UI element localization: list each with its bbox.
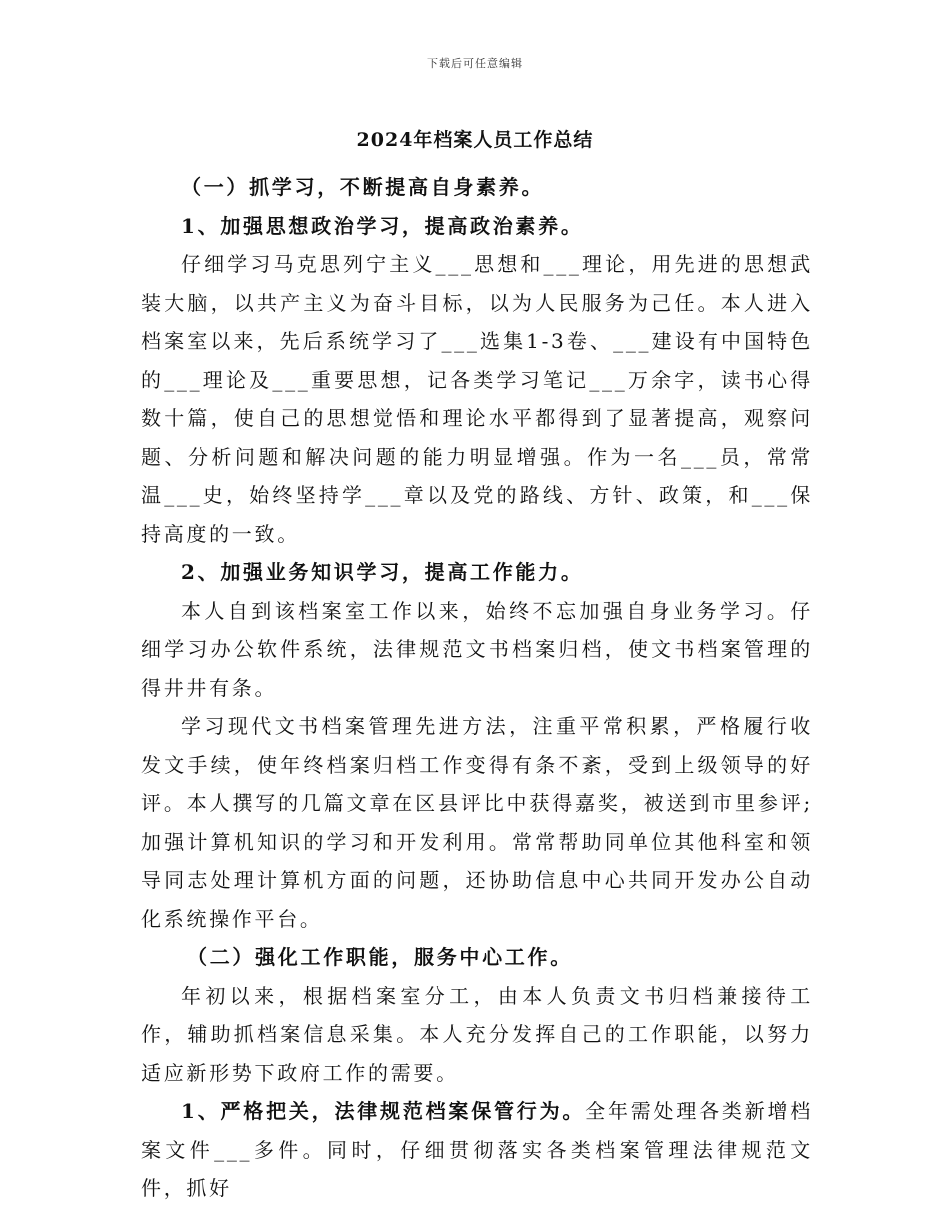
subsection-heading-1-1: 1、加强思想政治学习，提高政治素养。: [181, 213, 584, 238]
body-paragraph-with-lead: [141, 1092, 813, 1208]
body-paragraph: 学习现代文书档案管理先进方法，注重平常积累，严格履行收发文手续，使年终档案归档工作变得有条不紊，受到上级领导的好评。本人撰写的几篇文章在区县评比中获得嘉奖，被送到市里参评;加强计算机知识的学习和开发利用。常常帮助同单位其他科室和领导同志处理计算机方面的问题，还协助信息中心共同开发办公自动化系统操作平台。: [141, 714, 813, 931]
section-heading-2: （二）强化工作职能，服务中心工作。: [187, 945, 573, 969]
subsection-heading-1-2: 2、加强业务知识学习，提高工作能力。: [181, 560, 584, 584]
body-paragraph: 本人自到该档案室工作以来，始终不忘加强自身业务学习。仔细学习办公软件系统，法律规范文书档案归档，使文书档案管理的得井井有条。: [141, 598, 813, 700]
section-heading-1: （一）抓学习，不断提高自身素养。: [181, 175, 545, 199]
page-header-note: 下载后可任意编辑: [427, 57, 523, 70]
document-title: 2024年档案人员工作总结: [356, 129, 594, 151]
paragraph-text: 全年需处理各类新增档案文件___多件。同时，仔细贯彻落实各类档案管理法律规范文件，抓好: [141, 1099, 813, 1200]
document-body: [141, 168, 813, 1208]
body-paragraph: 仔细学习马克思列宁主义___思想和___理论，用先进的思想武装大脑，以共产主义为奋斗目标，以为人民服务为己任。本人进入档案室以来，先后系统学习了___选集1-3卷、___建设有中国特色的___理论及___重要思想，记各类学习笔记___万余字，读书心得数十篇，使自己的思想觉悟和理论水平都得到了显著提高，观察问题、分析问题和解决问题的能力明显增强。作为一名___员，常常温___史，始终坚持学___章以及党的路线、方针、政策，和___保持高度的一致。: [141, 252, 813, 546]
subsection-heading-2-1: 1、严格把关，法律规范档案保管行为。: [181, 1099, 586, 1123]
body-paragraph: 年初以来，根据档案室分工，由本人负责文书归档兼接待工作，辅助抓档案信息采集。本人充分发挥自己的工作职能，以努力适应新形势下政府工作的需要。: [141, 983, 813, 1085]
